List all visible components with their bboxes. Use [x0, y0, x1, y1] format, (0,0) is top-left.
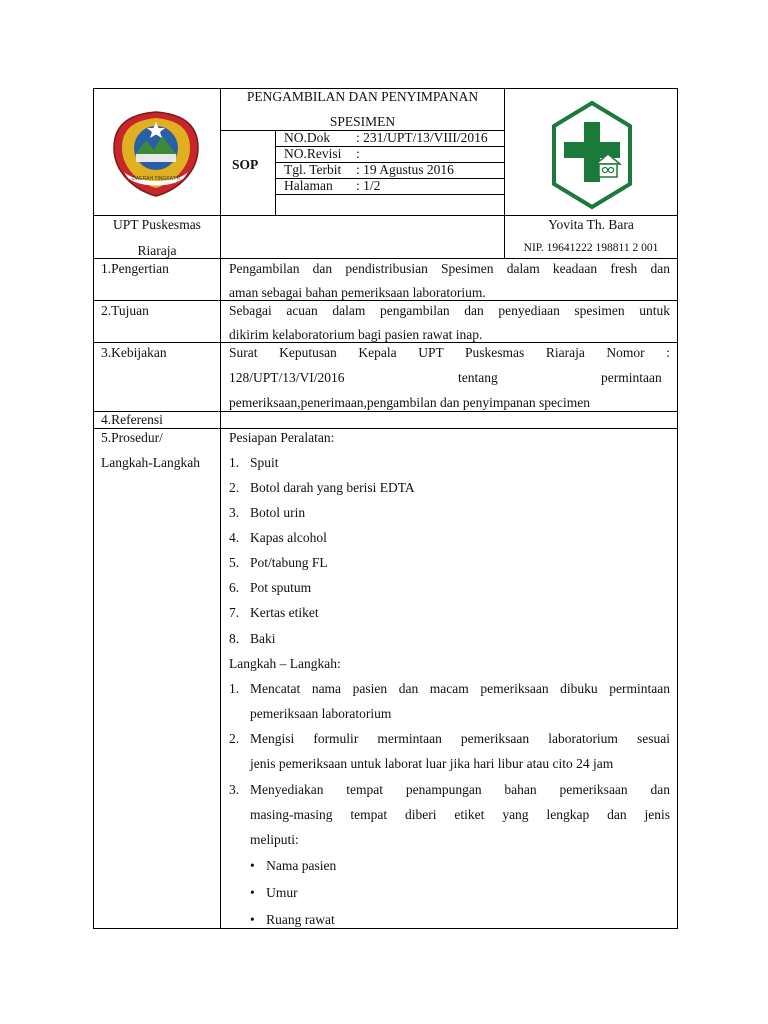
prosedur-label-line1: 5.Prosedur/: [101, 430, 163, 445]
bullet-item: [250, 853, 336, 878]
table-line: [220, 88, 221, 929]
unit-name-line1: UPT Puskesmas: [113, 217, 201, 232]
bullet-text: Umur: [266, 885, 298, 900]
list-item-number: 1.: [229, 455, 240, 470]
list-item-text: Kertas etiket: [250, 605, 319, 620]
list-item: [229, 475, 415, 500]
step-text-line: jenis pemeriksaan untuk laborat luar jika hari libur atau cito 24 jam: [250, 756, 614, 771]
prosedur-label-line2: Langkah-Langkah: [101, 455, 200, 470]
no-revisi-value: :: [356, 146, 360, 161]
bullet-icon: •: [250, 858, 255, 873]
no-revisi-label: NO.Revisi: [284, 146, 342, 161]
unit-name-line2: Riaraja: [137, 243, 177, 258]
step-number: 2.: [229, 731, 240, 746]
tgl-terbit-label: Tgl. Terbit: [284, 162, 342, 177]
halaman-value: : 1/2: [356, 178, 381, 193]
list-item-text: Kapas alcohol: [250, 530, 327, 545]
list-item-text: Pot sputum: [250, 580, 312, 595]
no-dok-value: : 231/UPT/13/VIII/2016: [356, 130, 488, 145]
list-item-text: Spuit: [250, 455, 279, 470]
kebijakan-text-line1: Surat Keputusan Kepala UPT Puskesmas Riaraja Nomor :: [229, 345, 670, 360]
list-item-number: 4.: [229, 530, 240, 545]
step-number: 3.: [229, 782, 240, 797]
bullet-icon: •: [250, 885, 255, 900]
list-item: [229, 450, 279, 475]
step-text-line: Mengisi formulir mermintaan pemeriksaan laboratorium sesuai: [250, 731, 670, 746]
puskesmas-logo: [550, 100, 634, 210]
tgl-terbit-value: : 19 Agustus 2016: [356, 162, 454, 177]
no-dok-label: NO.Dok: [284, 130, 331, 145]
list-item-number: 3.: [229, 505, 240, 520]
step-text-line: Menyediakan tempat penampungan bahan pemeriksaan dan: [250, 782, 670, 797]
kebijakan-label: 3.Kebijakan: [101, 345, 167, 360]
bullet-text: Ruang rawat: [266, 912, 335, 927]
document-title-line2: SPESIMEN: [329, 114, 396, 129]
list-item-number: 5.: [229, 555, 240, 570]
table-border-bottom: [93, 928, 678, 929]
pengertian-text-line2: aman sebagai bahan pemeriksaan laboratorium.: [229, 285, 486, 300]
halaman-label: Halaman: [284, 178, 333, 193]
signer-name: Yovita Th. Bara: [548, 217, 634, 232]
list-item-text: Botol urin: [250, 505, 306, 520]
pengertian-label: 1.Pengertian: [101, 261, 169, 276]
referensi-label: 4.Referensi: [101, 412, 163, 427]
seal-text: DAERAH TINGKAT II: [132, 176, 180, 182]
signer-nip: NIP. 19641222 198811 2 001: [523, 242, 659, 254]
list-item-text: Baki: [250, 631, 276, 646]
kebijakan-text-line2b: tentang: [458, 370, 498, 385]
bullet-item: [250, 880, 298, 905]
table-border-right: [677, 88, 678, 929]
list-item-text: Pot/tabung FL: [250, 555, 328, 570]
kebijakan-text-line3: pemeriksaan,penerimaan,pengambilan dan penyimpanan specimen: [229, 395, 590, 410]
kebijakan-text-line2c: permintaan: [601, 370, 662, 385]
bullet-icon: •: [250, 912, 255, 927]
list-item-number: 8.: [229, 631, 240, 646]
pengertian-text-line1: Pengambilan dan pendistribusian Spesimen dalam keadaan fresh dan: [229, 261, 670, 276]
tujuan-text-line2: dikirim kelaboratorium bagi pasien rawat inap.: [229, 327, 483, 342]
sop-label: SOP: [232, 157, 259, 172]
list-item-number: 7.: [229, 605, 240, 620]
regional-seal-logo: [110, 108, 202, 198]
table-line: [275, 130, 276, 215]
langkah-heading: Langkah – Langkah:: [229, 656, 341, 671]
kebijakan-text-line2a: 128/UPT/13/VI/2016: [229, 370, 345, 385]
document-title-line1: PENGAMBILAN DAN PENYIMPANAN: [246, 89, 479, 104]
step-text-line: pemeriksaan laboratorium: [250, 706, 392, 721]
list-item: [229, 500, 305, 525]
list-item: [229, 600, 319, 625]
step-text-line: masing-masing tempat diberi etiket yang lengkap dan jenis: [250, 807, 670, 822]
bullet-item: [250, 907, 335, 932]
peralatan-heading: Pesiapan Peralatan:: [229, 430, 335, 445]
list-item-number: 6.: [229, 580, 240, 595]
table-line: [93, 428, 678, 429]
list-item: [229, 525, 327, 550]
list-item: [229, 550, 328, 575]
step-text-line: Mencatat nama pasien dan macam pemeriksaan dibuku permintaan: [250, 681, 670, 696]
tujuan-label: 2.Tujuan: [101, 303, 149, 318]
bullet-text: Nama pasien: [266, 858, 337, 873]
tujuan-text-line1: Sebagai acuan dalam pengambilan dan penyediaan spesimen untuk: [229, 303, 670, 318]
list-item: [229, 575, 311, 600]
list-item: [229, 626, 276, 651]
step-number: 1.: [229, 681, 240, 696]
list-item-text: Botol darah yang berisi EDTA: [250, 480, 415, 495]
step-text-line: meliputi:: [250, 832, 299, 847]
list-item-number: 2.: [229, 480, 240, 495]
